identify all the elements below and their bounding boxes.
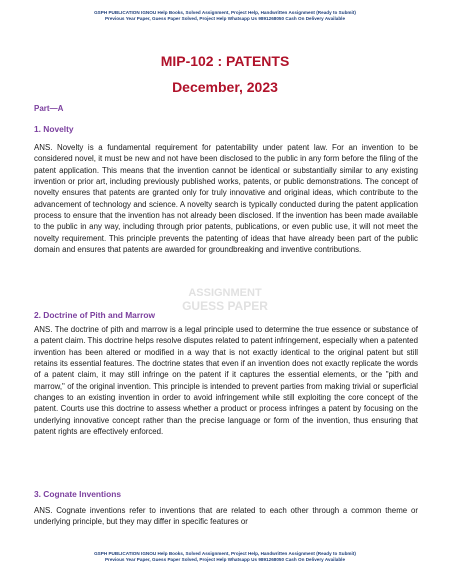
section-body-pith-and-marrow: ANS. The doctrine of pith and marrow is a legal principle used to determine the true essence or substance of a patent claim. This doctrine helps resolve disputes related to patent infringement, especially when a patented invention has been altered or modified in a way that is not exactly identical to the original patent but still retains its essential features. The doctrine states that even if an invention does not exactly replicate the words of a patent claim, it may still infringe on the patent if it captures the essential elements, or the "pith and marrow," of the original invention. This principle is intended to prevent parties from making trivial or superficial changes to an existing invention in order to avoid infringement while still exploiting the core concept of the patent. Courts use this doctrine to assess whether a product or process infringes a patent by focusing on the underlying innovative concept rather than the precise language or form of the invention, thus ensuring that patent rights are effectively enforced. <box>34 325 418 437</box>
header-banner-line-1: GSPH PUBLICATION IGNOU Help Books, Solved Assignment, Project Help, Handwritten Assignment (Ready to Submit) <box>94 10 356 15</box>
document-date: December, 2023 <box>172 79 278 95</box>
footer-banner-line-2: Previous Year Paper, Guess Paper Solved, Project Help Whatsapp Us 9891268050 Cash On Delivery Available <box>104 557 346 562</box>
footer-banner-line-1: GSPH PUBLICATION IGNOU Help Books, Solved Assignment, Project Help, Handwritten Assignment (Ready to Submit) <box>94 551 356 556</box>
header-banner-line-2: Previous Year Paper, Guess Paper Solved, Project Help Whatsapp Us 9891268050 Cash On Delivery Available <box>104 16 346 21</box>
section-heading-cognate-inventions: 3. Cognate Inventions <box>34 489 122 499</box>
part-label: Part—A <box>34 104 64 113</box>
watermark-guess-paper: GUESS PAPER <box>182 299 268 313</box>
footer-banner <box>20 551 430 563</box>
watermark-assignment: ASSIGNMENT <box>188 287 262 299</box>
section-heading-novelty: 1. Novelty <box>34 124 74 134</box>
document-title: MIP-102 : PATENTS <box>160 53 290 69</box>
section-heading-pith-and-marrow: 2. Doctrine of Pith and Marrow <box>34 310 155 320</box>
section-body-cognate-inventions: ANS. Cognate inventions refer to inventions that are related to each other through a common theme or underlying principle, but they may differ in specific features or <box>34 506 418 527</box>
section-body-novelty: ANS. Novelty is a fundamental requirement for patentability under patent law. For an invention to be considered novel, it must be new and not have been disclosed to the public in any form before the filing of the patent application. This means that the invention cannot be identical or substantially similar to any existing invention or prior art, including previously published works, patents, or public demonstrations. The concept of novelty ensures that patents are granted only for truly innovative and original ideas, which contribute to the advancement of technology and science. A novelty search is typically conducted during the patent application process to ensure that the invention has not already been disclosed. If the invention has been made available to the public in any way, including through prior patents, publications, or even public use, it will not meet the novelty requirement. This principle prevents the patenting of ideas that have already been part of the public domain and ensures that patents are awarded for groundbreaking and inventive contributions. <box>34 143 418 255</box>
header-banner <box>20 10 430 22</box>
